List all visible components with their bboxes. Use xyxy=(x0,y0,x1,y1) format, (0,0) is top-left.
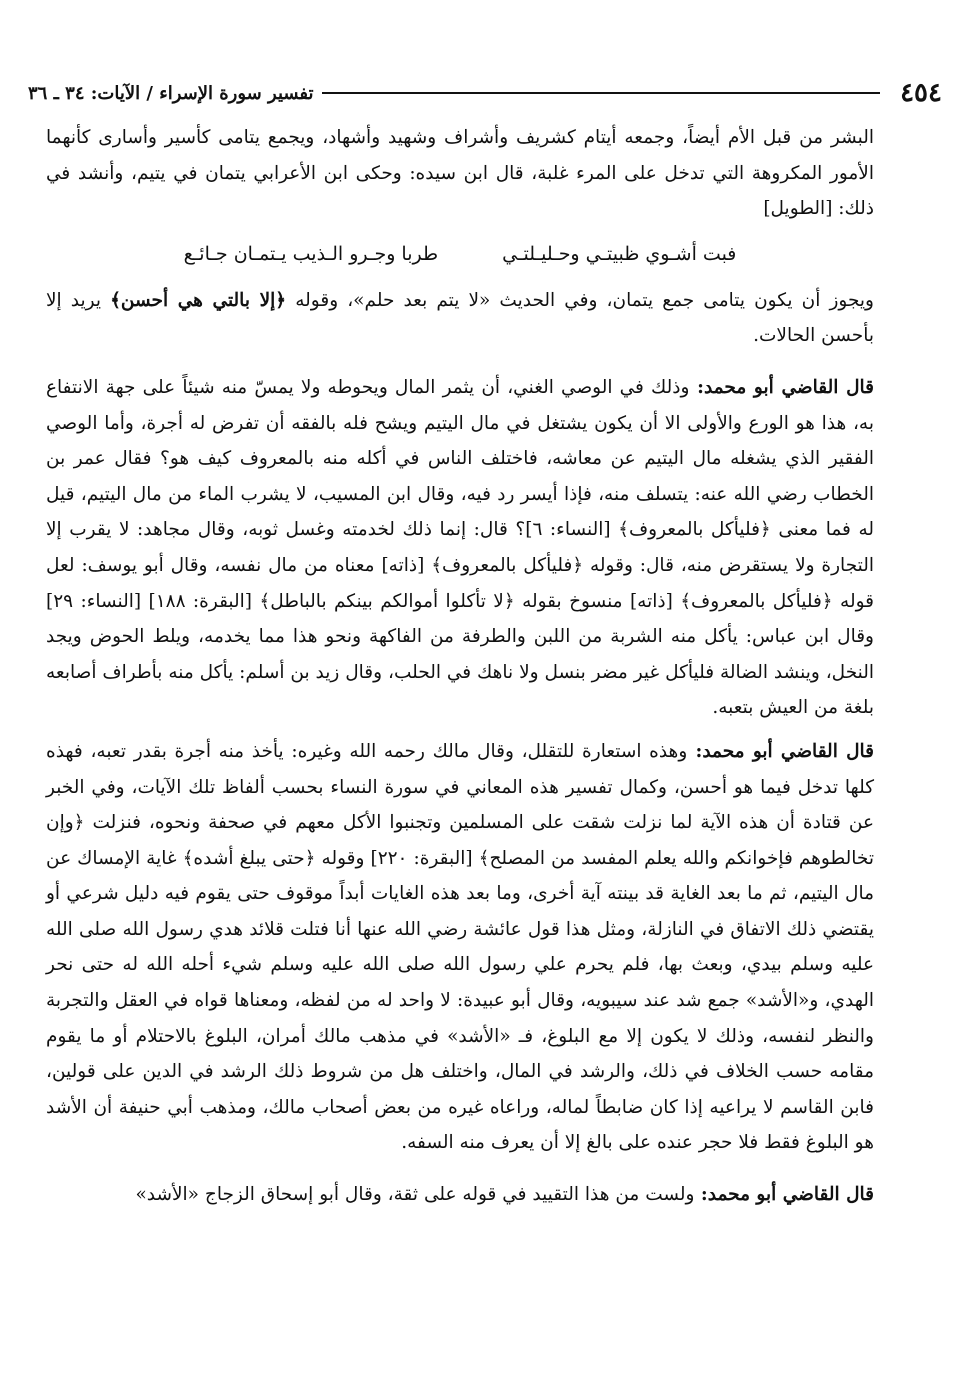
running-title: تفسير سورة الإسراء / الآيات: ٣٤ ـ ٣٦ xyxy=(28,82,314,104)
page-body xyxy=(46,120,874,1213)
paragraph-2 xyxy=(46,283,874,354)
paragraph-3 xyxy=(46,370,874,726)
page-header xyxy=(28,76,942,110)
paragraph-2-text: ويجوز أن يكون يتامى جمع يتمان، وفي الحديث «لا يتم بعد حلم»، وقوله xyxy=(286,289,874,311)
commentator-label: قال القاضي أبو محمد: xyxy=(687,740,874,762)
poetry-verse xyxy=(46,237,874,271)
paragraph-1: البشر من قبل الأم أيضاً، وجمعه أيتام كشريف وأشراف وشهيد وأشهاد، ويجمع يتامى كأسير وأسارى كأنهما الأمور المكروهة التي تدخل على المرء غلبة، قال ابن سيده: وحكى ابن الأعرابي يتمان في يتيم، وأنشد في ذلك: [الطويل] xyxy=(46,127,874,220)
commentator-label: قال القاضي أبو محمد: xyxy=(689,376,874,398)
verse-hemistich-first: فبت أشـوي ظبيتـي وحـليـلتـي xyxy=(502,242,737,265)
paragraph-4 xyxy=(46,734,874,1161)
paragraph-2-tail: يريد إلا بأحسن الحالات. xyxy=(46,289,874,347)
paragraph-4-text: وهذه استعارة للتقلل، وقال مالك رحمه الله وغيره: يأخذ منه أجرة بقدر تعبه، فهذه كلها تدخل فيما هو أحسن، وكمال تفسير هذه المعاني في سورة النساء بحسب ألفاظ تلك الآيات، وفي الخبر عن قتادة أن هذه الآية لما نزلت شقت على المسلمين وتجنبوا الأكل معهم في صحفة ونحوه، فنزلت ﴿وإن تخالطوهم فإخوانكم والله يعلم المفسد من المصلح﴾ [البقرة: ٢٢٠] وقوله ﴿حتى يبلغ أشده﴾ غاية الإمساك عن مال اليتيم، ثم ما بعد الغاية قد بينته آية أخرى، وما بعد هذه الغايات أبداً موقوف حتى يقوم فيه دليل شرعي أو يقتضي ذلك الاتفاق في النازلة، ومثل هذا قول عائشة رضي الله عنها أنا فتلت قلائد هدي رسول الله صلى الله عليه وسلم بيدي، وبعث بها، فلم يحرم علي رسول الله صلى الله عليه وسلم شيء أحله الله له حتى نحر الهدي، و«الأشد» جمع شد عند سيبويه، وقال أبو عبيدة: لا واحد له من لفظه، ومعناها قواه في العقل والتجربة والنظر لنفسه، وذلك لا يكون إلا مع البلوغ، فـ «الأشد» في مذهب مالك أمران، البلوغ بالاحتلام أو ما يقوم مقامه حسب الخلاف في ذلك، والرشد في المال، واختلف هل من شروط ذلك الرشد في الدين على قولين، فابن القاسم لا يراعيه إذا كان ضابطاً لماله، وراعاه غيره من بعض أصحاب مالك، ومذهب أبي حنيفة أن الأشد هو البلوغ فقط فلا حجر عنده على بالغ إلا أن يعرف منه السفه. xyxy=(46,740,874,1154)
header-rule xyxy=(322,92,881,94)
paragraph-3-text: وذلك في الوصي الغني، أن يثمر المال ويحوطه ولا يمسّ منه شيئاً على جهة الانتفاع به، هذا هو الورع والأولى الا أن يكون يشتغل في مال اليتيم ويشح فله بالفقه أن تفرض له أجرة، وأما الوصي الفقير الذي يشغله مال اليتيم عن معاشه، فاختلف الناس في أكله منه بالمعروف كيف هو؟ فقال عمر بن الخطاب رضي الله عنه: يتسلف منه، فإذا أيسر رد فيه، وقال ابن المسيب، لا يشرب الماء من مال اليتيم، قيل له فما معنى ﴿فليأكل بالمعروف﴾ [النساء: ٦]؟ قال: إنما ذلك لخدمته وغسل ثوبه، وقال مجاهد: لا يقرب إلا التجارة ولا يستقرض منه، قال: وقوله ﴿فليأكل بالمعروف﴾ [ذاته] معناه من مال نفسه، وقال أبو يوسف: لعل قوله ﴿فليأكل بالمعروف﴾ [ذاته] منسوخ بقوله ﴿لا تأكلوا أموالكم بينكم بالباطل﴾ [البقرة: ١٨٨] [النساء: ٢٩] وقال ابن عباس: يأكل منه الشربة من اللبن والطرفة من الفاكهة ونحو هذا مما يخدمه، ويلط الحوض ويجد النخل، وينشد الضالة فليأكل غير مضر بنسل ولا ناهك في الحلب، وقال زيد بن أسلم: يأكل منه بأطراف أصابعه بلغة من العيش بتعبه. xyxy=(46,376,875,719)
commentator-label: قال القاضي أبو محمد: xyxy=(694,1184,874,1206)
page-number: ٤٥٤ xyxy=(900,78,942,108)
quran-quote: ﴿إلا بالتي هي أحسن﴾ xyxy=(110,289,287,311)
verse-hemistich-second: طربا وجـرو الـذيب يـتمـان جـائـع xyxy=(183,242,439,265)
paragraph-5 xyxy=(46,1177,874,1213)
paragraph-5-text: ولست من هذا التقييد في قوله على ثقة، وقال أبو إسحاق الزجاج «الأشد» xyxy=(135,1184,695,1206)
